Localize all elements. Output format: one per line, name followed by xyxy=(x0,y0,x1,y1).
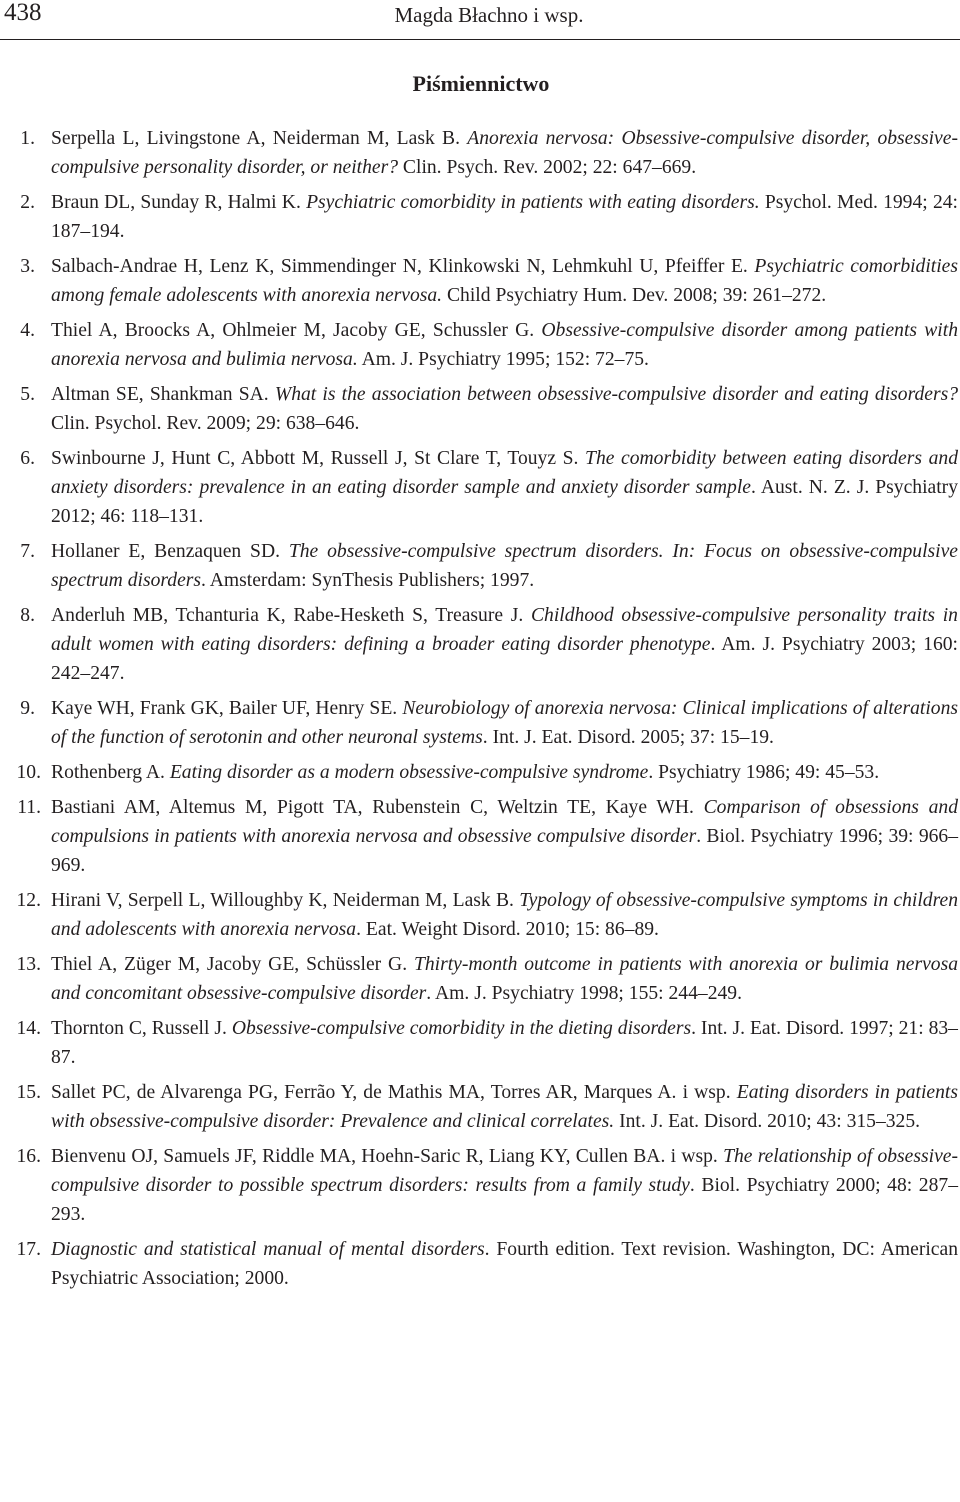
reference-item xyxy=(0,1078,960,1136)
section-title: Piśmiennictwo xyxy=(412,71,550,96)
reference-item xyxy=(0,1142,960,1229)
running-head-authors: Magda Błachno i wsp. xyxy=(394,3,584,27)
reference-number: 13. xyxy=(16,954,41,975)
reference-item xyxy=(0,1235,960,1293)
reference-authors: Altman SE, Shankman SA. xyxy=(51,384,275,405)
reference-number: 15. xyxy=(16,1082,41,1103)
reference-source: . Aust. N. Z. J. Psychiatry 2012; 46: 118–131. xyxy=(51,477,958,527)
reference-source: Clin. Psych. Rev. 2002; 22: 647–669. xyxy=(398,157,697,178)
reference-source: . Amsterdam: SynThesis Publishers; 1997. xyxy=(201,570,535,591)
reference-authors: Hollaner E, Benzaquen SD. xyxy=(51,541,289,562)
reference-number: 8. xyxy=(20,605,35,626)
reference-list xyxy=(0,124,960,1299)
reference-title: Diagnostic and statistical manual of mental disorders xyxy=(51,1239,485,1260)
reference-source: . Am. J. Psychiatry 1998; 155: 244–249. xyxy=(426,983,742,1004)
reference-title: The obsessive-compulsive spectrum disorders. In: Focus on obsessive-compulsive spectrum disorders xyxy=(51,541,958,591)
reference-number: 2. xyxy=(20,192,35,213)
reference-authors: Kaye WH, Frank GK, Bailer UF, Henry SE. xyxy=(51,698,403,719)
reference-number: 17. xyxy=(16,1239,41,1260)
reference-source: Am. J. Psychiatry 1995; 152: 72–75. xyxy=(357,349,649,370)
reference-number: 16. xyxy=(16,1146,41,1167)
reference-title: Psychiatric comorbidities among female adolescents with anorexia nervosa. xyxy=(51,256,959,306)
reference-source: . Eat. Weight Disord. 2010; 15: 86–89. xyxy=(356,919,659,940)
reference-source: Clin. Psychol. Rev. 2009; 29: 638–646. xyxy=(51,413,360,434)
reference-number: 9. xyxy=(20,698,35,719)
reference-number: 3. xyxy=(20,256,35,277)
reference-title: What is the association between obsessive-compulsive disorder and eating disorders? xyxy=(274,384,959,405)
reference-source: . Int. J. Eat. Disord. 1997; 21: 83–87. xyxy=(51,1018,958,1068)
reference-item xyxy=(0,601,960,688)
reference-authors: Braun DL, Sunday R, Halmi K. xyxy=(51,192,307,213)
reference-authors: Thiel A, Züger M, Jacoby GE, Schüssler G. xyxy=(51,954,414,975)
reference-title: The relationship of obsessive-compulsive disorder to possible spectrum disorders: results from a family study xyxy=(51,1146,958,1196)
reference-number: 12. xyxy=(16,890,41,911)
reference-authors: Hirani V, Serpell L, Willoughby K, Neiderman M, Lask B. xyxy=(51,890,520,911)
reference-authors: Thornton C, Russell J. xyxy=(51,1018,232,1039)
reference-title: Typology of obsessive-compulsive symptoms in children and adolescents with anorexia nervosa xyxy=(51,890,958,940)
reference-authors: Salbach-Andrae H, Lenz K, Simmendinger N, Klinkowski N, Lehmkuhl U, Pfeiffer E. xyxy=(51,256,755,277)
reference-item xyxy=(0,252,960,310)
reference-title: Eating disorder as a modern obsessive-compulsive syndrome xyxy=(169,762,649,783)
reference-item xyxy=(0,444,960,531)
reference-authors: Bienvenu OJ, Samuels JF, Riddle MA, Hoehn-Saric R, Liang KY, Cullen BA. i wsp. xyxy=(51,1146,724,1167)
reference-item xyxy=(0,950,960,1008)
reference-authors: Swinbourne J, Hunt C, Abbott M, Russell J, St Clare T, Touyz S. xyxy=(51,448,586,469)
reference-source: Child Psychiatry Hum. Dev. 2008; 39: 261–272. xyxy=(442,285,827,306)
running-head xyxy=(0,0,960,42)
reference-authors: Bastiani AM, Altemus M, Pigott TA, Rubenstein C, Weltzin TE, Kaye WH. xyxy=(51,797,704,818)
reference-item xyxy=(0,694,960,752)
reference-source: . Biol. Psychiatry 2000; 48: 287–293. xyxy=(51,1175,958,1225)
reference-item xyxy=(0,886,960,944)
page-number: 438 xyxy=(4,0,42,26)
reference-item xyxy=(0,537,960,595)
reference-number: 5. xyxy=(20,384,35,405)
reference-source: . Fourth edition. Text revision. Washington, DC: American Psychiatric Association; 2000. xyxy=(51,1239,958,1289)
reference-authors: Sallet PC, de Alvarenga PG, Ferrão Y, de Mathis MA, Torres AR, Marques A. i wsp. xyxy=(51,1082,737,1103)
reference-item xyxy=(0,188,960,246)
header-rule xyxy=(0,39,960,40)
reference-title: Comparison of obsessions and compulsions in patients with anorexia nervosa and obsessive compulsive disorder xyxy=(51,797,958,847)
reference-source: . Am. J. Psychiatry 2003; 160: 242–247. xyxy=(51,634,958,684)
reference-item xyxy=(0,758,960,787)
reference-title: Anorexia nervosa: Obsessive-compulsive disorder, obsessive-compulsive personality disorder, or neither? xyxy=(51,128,958,178)
reference-title: Childhood obsessive-compulsive personality traits in adult women with eating disorders: defining a broader eating disorder phenotype xyxy=(51,605,958,655)
reference-title: The comorbidity between eating disorders and anxiety disorders: prevalence in an eating disorder sample and anxiety disorder sample xyxy=(51,448,958,498)
reference-number: 1. xyxy=(20,128,35,149)
reference-number: 10. xyxy=(16,762,41,783)
reference-authors: Thiel A, Broocks A, Ohlmeier M, Jacoby GE, Schussler G. xyxy=(51,320,542,341)
reference-source: Psychol. Med. 1994; 24: 187–194. xyxy=(51,192,958,242)
reference-source: . Int. J. Eat. Disord. 2005; 37: 15–19. xyxy=(482,727,774,748)
reference-authors: Serpella L, Livingstone A, Neiderman M, Lask B. xyxy=(51,128,468,149)
reference-number: 7. xyxy=(20,541,35,562)
reference-number: 6. xyxy=(20,448,35,469)
reference-item xyxy=(0,793,960,880)
reference-source: . Biol. Psychiatry 1996; 39: 966–969. xyxy=(51,826,959,876)
reference-title: Psychiatric comorbidity in patients with eating disorders. xyxy=(306,192,760,213)
reference-authors: Rothenberg A. xyxy=(51,762,170,783)
reference-number: 14. xyxy=(16,1018,41,1039)
reference-authors: Anderluh MB, Tchanturia K, Rabe-Hesketh S, Treasure J. xyxy=(51,605,531,626)
reference-source: Int. J. Eat. Disord. 2010; 43: 315–325. xyxy=(614,1111,921,1132)
reference-title: Eating disorders in patients with obsessive-compulsive disorder: Prevalence and clinical correlates. xyxy=(51,1082,958,1132)
reference-title: Neurobiology of anorexia nervosa: Clinical implications of alterations of the function of serotonin and other neuronal systems xyxy=(51,698,959,748)
reference-number: 4. xyxy=(20,320,35,341)
reference-title: Thirty-month outcome in patients with anorexia or bulimia nervosa and concomitant obsessive-compulsive disorder xyxy=(51,954,959,1004)
reference-source: . Psychiatry 1986; 49: 45–53. xyxy=(648,762,880,783)
reference-number: 11. xyxy=(17,797,41,818)
reference-item xyxy=(0,316,960,374)
reference-title: Obsessive-compulsive comorbidity in the dieting disorders xyxy=(231,1018,692,1039)
reference-item xyxy=(0,1014,960,1072)
reference-item xyxy=(0,380,960,438)
reference-item xyxy=(0,124,960,182)
reference-title: Obsessive-compulsive disorder among patients with anorexia nervosa and bulimia nervosa. xyxy=(51,320,958,370)
